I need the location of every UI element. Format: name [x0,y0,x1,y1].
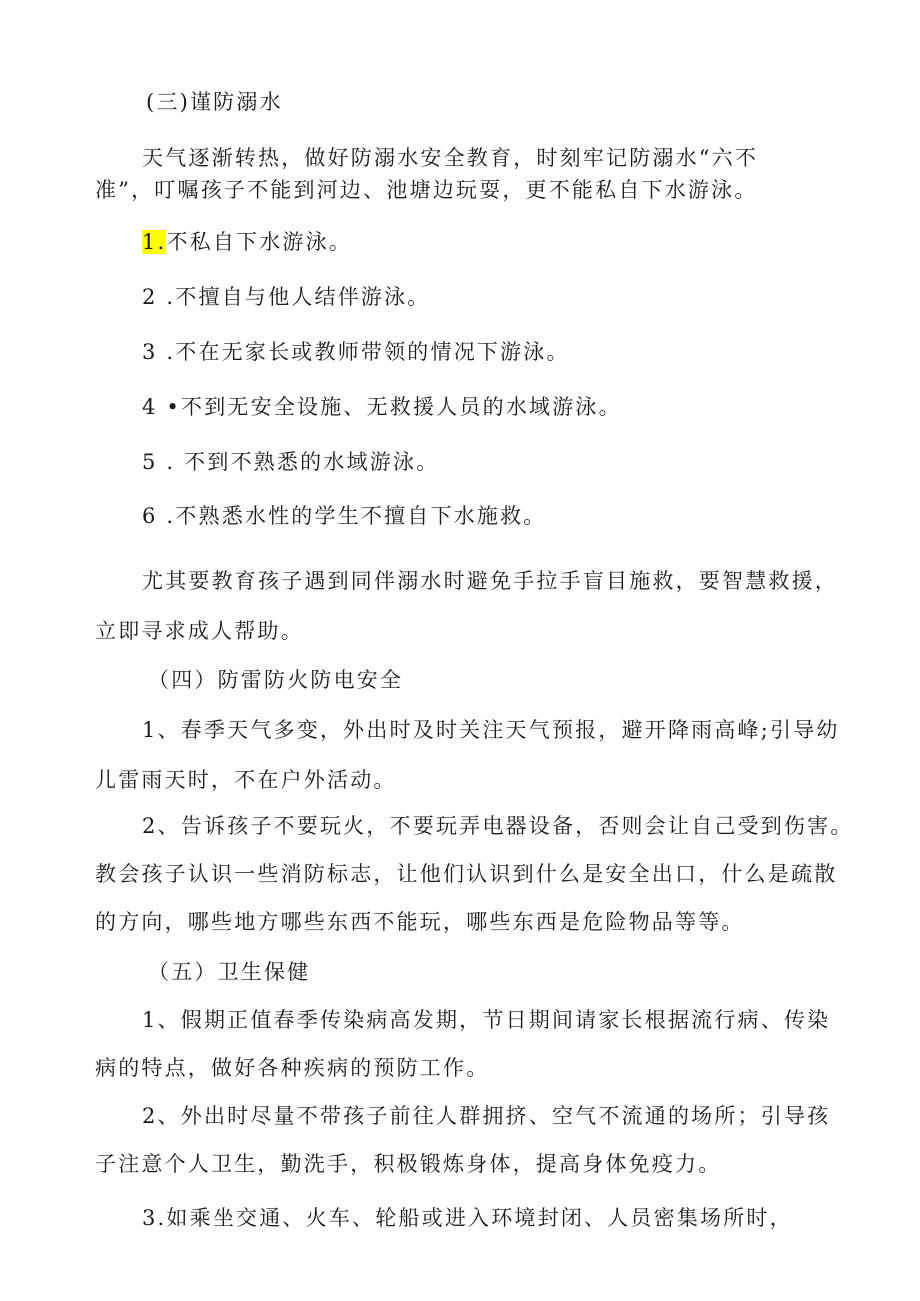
rule-3: 3 .不在无家长或教师带领的情况下游泳。 [142,340,570,364]
section-5-para-2-line-1: 2、外出时尽量不带孩子前往人群拥挤、空气不流通的场所；引导孩 [142,1104,831,1128]
section-4-para-2-line-3: 的方向，哪些地方哪些东西不能玩，哪些东西是危险物品等等。 [95,910,745,934]
section-3-intro-line-1: 天气逐渐转热，做好防溺水安全教育，时刻牢记防溺水“六不 [142,146,759,170]
rule-1-text: 不私自下水游泳。 [166,230,353,254]
rule-1-number-highlight: 1. [142,230,167,254]
section-4-para-1-line-1: 1、春季天气多变，外出时及时关注天气预报，避开降雨高峰;引导幼 [142,718,840,742]
section-4-para-1-line-2: 儿雷雨天时，不在户外活动。 [95,768,397,792]
rule-6: 6 .不熟悉水性的学生不擅自下水施救。 [142,504,547,528]
section-5-para-2-line-2: 子注意个人卫生，勤洗手，积极锻炼身体，提高身体免疫力。 [95,1152,722,1176]
section-3-note-line-1: 尤其要教育孩子遇到同伴溺水时避免手拉手盲目施救，要智慧救援， [142,569,838,593]
rule-4: 4 •不到无安全设施、无救援人员的水域游泳。 [142,395,622,419]
section-5-heading: （五）卫生保健 [148,960,311,984]
section-5-para-3-line-1: 3.如乘坐交通、火车、轮船或进入环境封闭、人员密集场所时， [142,1206,793,1230]
section-3-heading: (三)谨防溺水 [146,90,283,114]
section-5-para-1-line-1: 1、假期正值春季传染病高发期，节日期间请家长根据流行病、传染 [142,1008,831,1032]
rule-2: 2 .不擅自与他人结伴游泳。 [142,285,431,309]
rule-5: 5 . 不到不熟悉的水域游泳。 [142,450,440,474]
section-3-intro-line-2: 准”，叮嘱孩子不能到河边、池塘边玩耍，更不能私自下水游泳。 [95,178,758,202]
section-5-para-1-line-2: 病的特点，做好各种疾病的预防工作。 [95,1056,490,1080]
rule-1 [142,228,352,256]
section-4-heading: （四）防雷防火防电安全 [148,668,404,692]
section-3-note-line-2: 立即寻求成人帮助。 [95,619,304,643]
section-4-para-2-line-2: 教会孩子认识一些消防标志，让他们认识到什么是安全出口，什么是疏散 [95,862,838,886]
section-4-para-2-line-1: 2、告诉孩子不要玩火，不要玩弄电器设备，否则会让自己受到伤害。 [142,814,854,838]
